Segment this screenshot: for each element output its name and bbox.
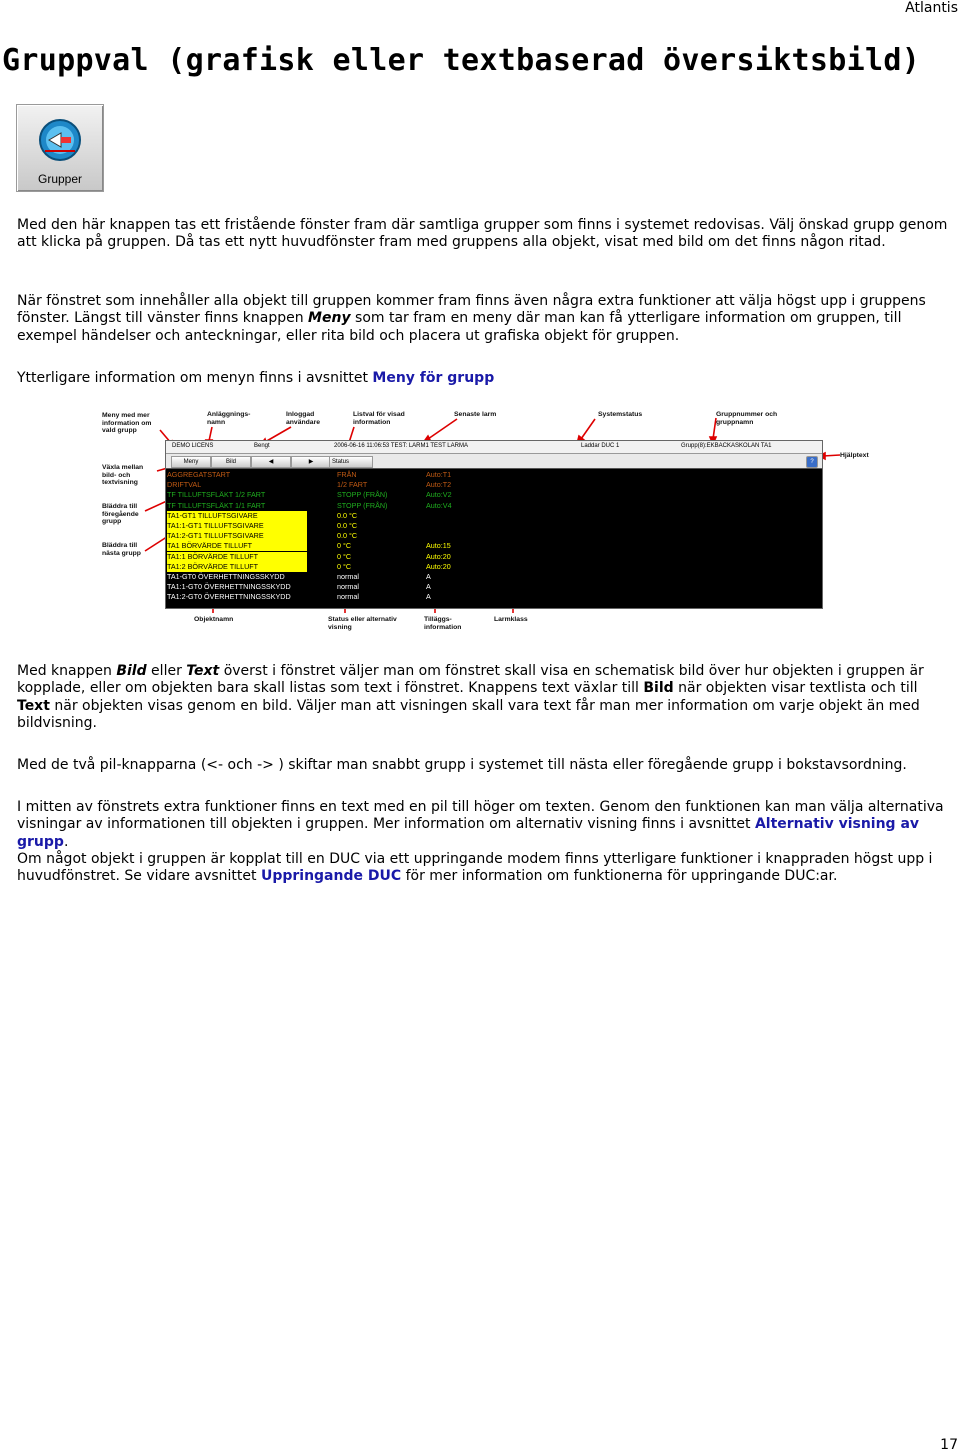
paragraph-intro: Med den här knappen tas ett fristående fönster fram där samtliga grupper som finns i systemet redovisas. Välj önskad grupp genom att klicka på gruppen. Då tas ett nytt huvudfönster fram med gruppens alla objekt, visat med bild om det finns någon ritad. [17,217,948,251]
object-extra: A [426,582,431,592]
paragraph-bild-text [17,663,953,732]
object-status: 0 °C [337,541,352,551]
logged-user: Bengt [254,443,270,449]
object-name[interactable]: TA1:1-GT0 ÖVERHETTNINGSSKYDD [167,582,291,592]
object-status: 0.0 °C [337,521,358,530]
paragraph-arrows: Med de två pil-knapparna (<- och -> ) skiftar man snabbt grupp i systemet till nästa eller föregående grupp i bokstavsordning. [17,757,907,773]
link-meny-for-grupp[interactable]: Meny för grupp [372,370,495,386]
object-name[interactable]: TA1:2-GT1 TILLUFTSGIVARE [167,531,307,541]
object-status: normal [337,592,359,602]
group-name: Grupp(8):EKBACKASKOLAN TA1 [681,443,772,449]
text: I mitten av fönstrets extra funktioner finns en text med en pil till höger om texten. Genom den funktionen kan man välja alternativa visningar av informationen till objekten i gruppen. Mer information om alternativ visning finns i avsnittet [17,799,944,833]
object-extra: Auto:V2 [426,490,452,500]
object-name[interactable]: TA1:2 BÖRVÄRDE TILLUFT [167,562,307,572]
keyword-bild: Bild [116,663,147,679]
annotation-status: Status eller alternativ visning [328,616,397,631]
annotation-foregaende: Bläddra till föregående grupp [102,503,139,525]
help-icon[interactable]: ? [806,456,818,468]
keyword-text: Text [186,663,220,679]
link-alternativ-visning[interactable]: Alternativ visning av grupp [17,816,920,850]
paragraph-more-info [17,370,953,387]
object-extra: A [426,572,431,581]
group-window [165,440,823,609]
annotation-tillagg: Tilläggs- information [424,616,462,631]
system-status: Laddar DUC 1 [581,443,620,449]
keyword-meny: Meny [308,310,351,327]
object-name[interactable]: TA1:1 BÖRVÄRDE TILLUFT [167,552,307,562]
text: när objekten visas genom en bild. Väljer man att visningen skall vara text får man mer information om varje objekt än med bildvisning. [17,697,920,731]
object-name[interactable]: TA1 BÖRVÄRDE TILLUFT [167,541,307,551]
object-row[interactable] [167,490,817,500]
object-status: 0 °C [337,551,352,561]
text: som tar fram en meny där man kan få ytterligare information om gruppen, till exempel händelser och anteckningar, eller rita bild och placera ut grafiska objekt för gruppen. [17,310,902,344]
paragraph-alternative [17,799,953,885]
text: . [63,833,69,850]
object-row[interactable] [167,501,817,511]
object-name[interactable]: TA1:2-GT0 ÖVERHETTNINGSSKYDD [167,592,291,602]
object-extra: A [426,592,431,602]
next-group-button[interactable]: ▶ [291,456,331,468]
object-status: normal [337,582,359,592]
text: när objekten visar textlista och till [673,680,918,697]
text: för mer information om funktionerna för uppringande DUC:ar. [401,868,838,885]
window-topbar [166,441,822,454]
header-brand: Atlantis [905,0,958,16]
keyword-text: Text [17,697,50,714]
annotation-listval: Listval för visad information [353,411,405,426]
grupper-button[interactable] [16,104,104,192]
prev-group-button[interactable]: ◀ [251,456,291,468]
licens-name: DEMO LICENS [172,443,214,449]
object-extra: Auto:T1 [426,470,452,479]
annotation-objektnamn: Objektnamn [194,616,234,623]
object-row[interactable] [167,531,817,541]
text: När fönstret som innehåller alla objekt till gruppen kommer fram finns även några extra funktioner att välja högst upp i gruppens fönster. Längst till vänster finns knappen [17,293,926,327]
text: överst i fönstret väljer man om fönstret skall visa en schematisk bild över hur objekten i gruppen är kopplade, eller om objekten bara skall listas som text i fönstret. Knappens text växlar till [17,663,924,697]
object-name[interactable]: TF TILLUFTSFLÄKT 1/2 FART [167,490,266,500]
object-status: 0 °C [337,561,352,571]
object-name[interactable]: TA1-GT1 TILLUFTSGIVARE [167,511,307,521]
annotation-nasta: Bläddra till nästa grupp [102,542,141,557]
object-row[interactable] [167,572,817,582]
page-title: Gruppval (grafisk eller textbaserad översiktsbild) [2,43,921,78]
object-row[interactable] [167,541,817,551]
link-uppringande-duc[interactable]: Uppringande DUC [260,868,402,885]
object-name[interactable]: TA1-GT0 ÖVERHETTNINGSSKYDD [167,572,285,581]
bild-button[interactable]: Bild [211,456,251,468]
object-row[interactable] [167,511,817,521]
object-extra: Auto:T2 [426,480,452,490]
object-extra: Auto:20 [426,561,451,571]
window-toolbar [166,454,822,469]
object-row[interactable] [167,470,817,480]
group-icon [37,117,83,163]
grupper-button-label: Grupper [37,172,83,186]
object-status: STOPP (FRÅN) [337,500,388,510]
annotation-senaste-larm: Senaste larm [454,411,497,418]
annotation-vaxla: Växla mellan bild- och textvisning [102,464,144,486]
annotation-systemstatus: Systemstatus [598,411,643,418]
screenshot-figure [95,405,885,635]
view-select[interactable]: Status [329,456,373,468]
object-status: 0.0 °C [337,510,358,520]
keyword-bild: Bild [643,680,674,697]
object-row[interactable] [167,592,817,602]
object-row[interactable] [167,552,817,562]
page-number: 17 [940,1437,958,1453]
object-name[interactable]: DRIFTVAL [167,480,202,490]
annotation-gruppnummer: Gruppnummer och gruppnamn [716,411,778,426]
paragraph-functions [17,293,953,345]
text: Om något objekt i gruppen är kopplat till en DUC via ett uppringande modem finns ytterligare funktioner i knappraden högst upp i huvudfönstret. Se vidare avsnittet [17,850,933,885]
annotation-meny: Meny med mer information om vald grupp [102,412,152,434]
text: Med knappen [17,663,117,679]
object-extra: Auto:V4 [426,500,452,510]
meny-button[interactable]: Meny [171,456,211,468]
annotation-inloggad: Inloggad användare [286,411,321,426]
object-row[interactable] [167,562,817,572]
object-name[interactable]: AGGREGATSTART [167,470,231,479]
object-row[interactable] [167,521,817,531]
annotation-anlaggning: Anläggnings- namn [207,411,251,426]
object-name[interactable]: TA1:1-GT1 TILLUFTSGIVARE [167,521,307,531]
object-row[interactable] [167,582,817,592]
text: Ytterligare information om menyn finns i avsnittet [17,370,373,386]
object-row[interactable] [167,480,817,490]
object-extra: Auto:15 [426,541,451,551]
annotation-hjalptext: Hjälptext [840,452,869,459]
object-status: STOPP (FRÅN) [337,490,388,500]
latest-alarm[interactable]: 2006-06-16 11:06:53 TEST: LARM1 TEST LARMA [334,443,468,449]
object-status: 0.0 °C [337,531,358,541]
object-extra: Auto:20 [426,551,451,561]
object-status: normal [337,572,359,581]
text: eller [146,663,187,679]
object-status: FRÅN [337,470,357,479]
object-status: 1/2 FART [337,480,368,490]
object-name[interactable]: TF TILLUFTSFLÄKT 1/1 FART [167,500,266,510]
annotation-larmklass: Larmklass [494,616,528,623]
